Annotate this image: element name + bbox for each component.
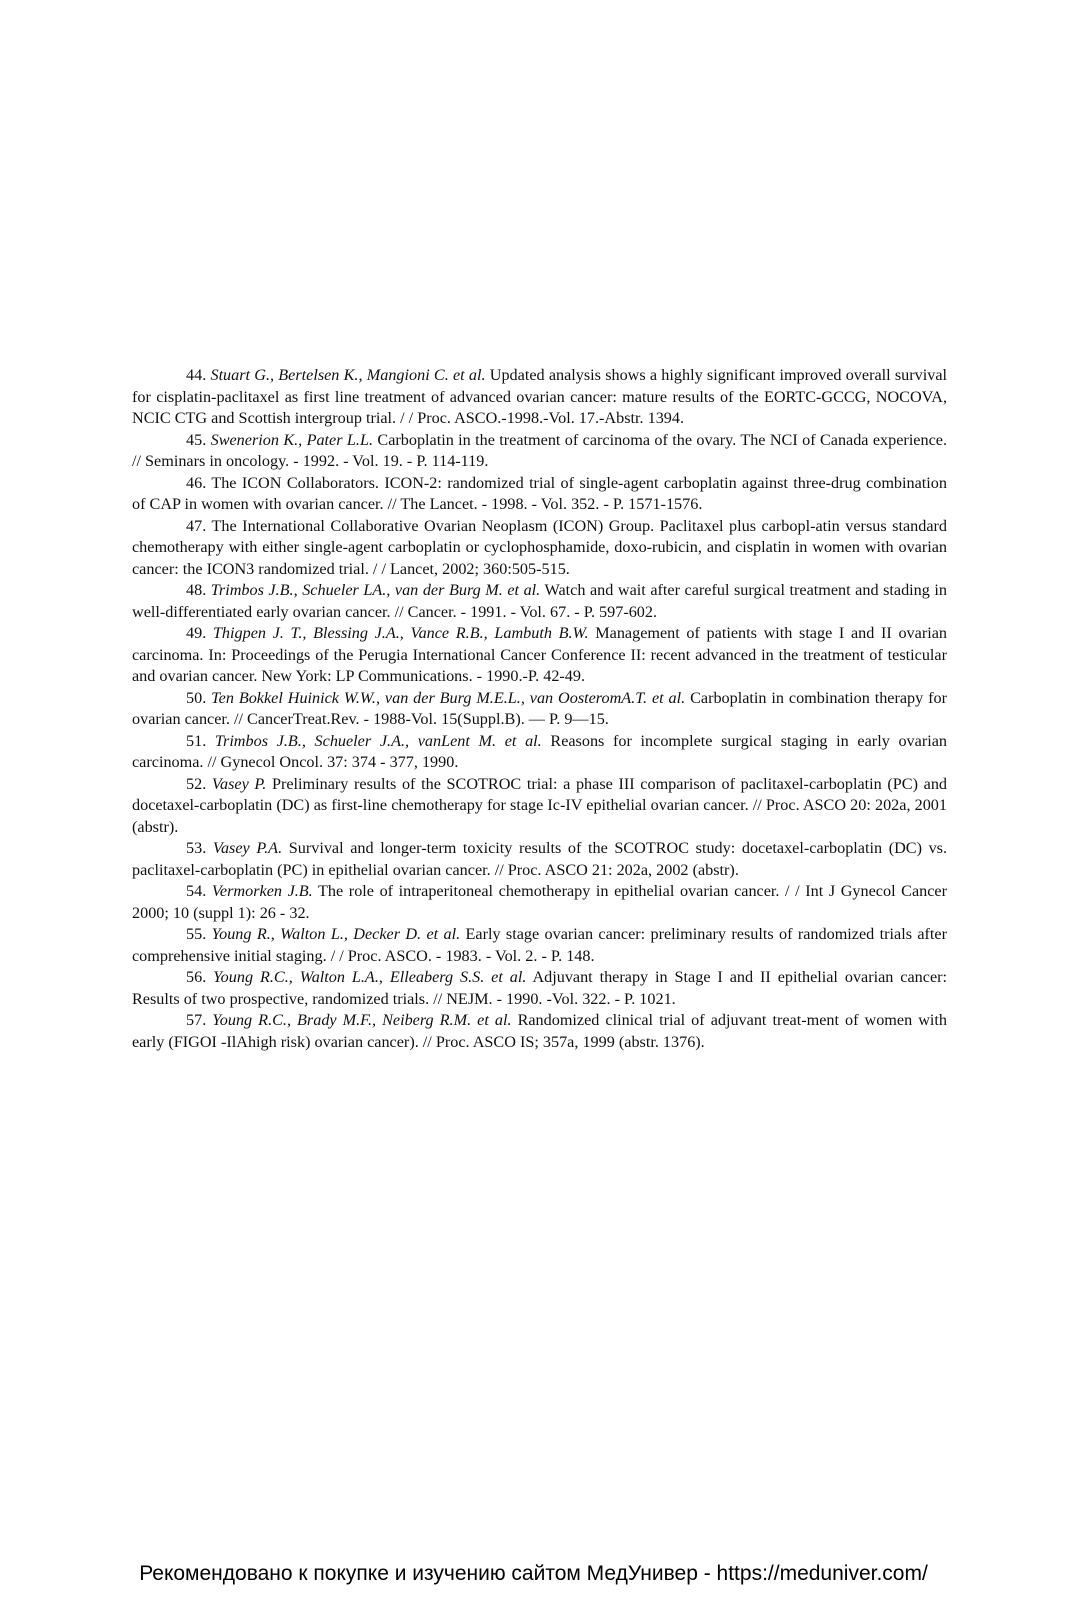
ref-authors: Trimbos J.B., Schueler LA., van der Burg M. et al. [210, 581, 541, 599]
footer-recommendation: Рекомендовано к покупке и изучению сайтом МедУнивер - https://meduniver.com/ [139, 1562, 928, 1585]
ref-text: Updated analysis shows a highly significant improved overall survival for cisplatin-paclitaxel as first line treatment of advanced ovarian cancer: mature results of the EORTC-GCCG, NOCOVA, NCIC CTG and Scottish intergroup trial. / / Proc. ASCO.-1998.-Vol. 17.-Abstr. 1394. [132, 366, 948, 427]
ref-authors: Ten Bokkel Huinick W.W., van der Burg M.E.L., van OosteromA.T. et al. [211, 688, 686, 707]
ref-authors: Swenerion K., Pater L.L. [210, 430, 374, 449]
ref-authors: Vermorken J.B. [211, 882, 313, 900]
ref-authors: Young R.C., Walton L.A., Elleaberg S.S. et al. [213, 968, 527, 986]
ref-text: Carboplatin in combination therapy for ovarian cancer. // CancerTreat.Rev. - 1988-Vol. 15(Suppl.B). — P. 9—15. [132, 688, 948, 728]
reference-item [132, 580, 947, 623]
ref-text: Randomized clinical trial of adjuvant treat-ment of women with early (FIGOI -IlAhigh risk) ovarian cancer). // Proc. ASCO IS; 357a, 1999 (abstr. 1376). [132, 1011, 947, 1051]
ref-number: 56. [186, 968, 207, 986]
ref-authors: Young R.C., Brady M.F., Neiberg R.M. et al. [212, 1011, 512, 1029]
reference-item [132, 731, 947, 774]
ref-number: 49. [186, 624, 207, 642]
ref-text: Management of patients with stage I and II ovarian carcinoma. In: Proceedings of the Perugia International Cancer Conference II: recent advanced in the treatment of testicular and ovarian cancer. New York: LP Communications. - 1990.-P. 42-49. [132, 624, 948, 685]
reference-item [132, 430, 947, 473]
ref-authors: Vasey P.A. [212, 839, 283, 857]
reference-item [132, 838, 947, 881]
ref-text: Reasons for incomplete surgical staging in early ovarian carcinoma. // Gynecol Oncol. 37: 374 - 377, 1990. [132, 731, 947, 771]
reference-item [132, 924, 947, 967]
ref-text: Watch and wait after careful surgical treatment and stading in well-differentiated early ovarian cancer. // Cancer. - 1991. - Vol. 67. - P. 597-602. [132, 581, 947, 621]
ref-number: 52. [186, 774, 207, 793]
ref-text: The role of intraperitoneal chemotherapy in epithelial ovarian cancer. / / Int J Gynecol Cancer 2000; 10 (suppl 1): 26 - 32. [132, 882, 947, 922]
ref-number: 47. [186, 516, 207, 535]
ref-text: Early stage ovarian cancer: preliminary results of randomized trials after comprehensive initial staging. / / Proc. ASCO. - 1983. - Vol. 2. - P. 148. [132, 925, 947, 965]
reference-item [132, 881, 947, 924]
reference-item [132, 365, 947, 430]
ref-number: 51. [186, 731, 207, 750]
reference-item [132, 516, 947, 581]
ref-text: Survival and longer-term toxicity results of the SCOTROC study: docetaxel-carboplatin (DC) vs. paclitaxel-carboplatin (PC) in epithelial ovarian cancer. // Proc. ASCO 21: 202a, 2002 (abstr). [132, 839, 948, 879]
ref-text: The International Collaborative Ovarian Neoplasm (ICON) Group. Paclitaxel plus carbopl-atin versus standard chemotherapy with either single-agent carboplatin or cyclophosphamide, doxo-rubicin, and cisplatin in women with ovarian cancer: the ICON3 randomized trial. / / Lancet, 2002; 360:505-515. [132, 516, 947, 578]
ref-authors: Young R., Walton L., Decker D. et al. [211, 925, 461, 943]
ref-number: 44. [186, 366, 207, 384]
ref-authors: Vasey P. [211, 774, 267, 793]
ref-number: 57. [186, 1011, 207, 1029]
reference-item [132, 774, 947, 839]
ref-text: The ICON Collaborators. ICON-2: randomized trial of single-agent carboplatin against three-drug combination of CAP in women with ovarian cancer. // The Lancet. - 1998. - Vol. 352. - P. 1571-1576. [132, 473, 947, 513]
ref-number: 48. [186, 581, 207, 599]
ref-authors: Stuart G., Bertelsen K., Mangioni C. et al. [210, 366, 486, 384]
ref-authors: Thigpen J. T., Blessing J.A., Vance R.B., Lambuth B.W. [212, 624, 589, 642]
ref-text: Adjuvant therapy in Stage I and II epithelial ovarian cancer: Results of two prospective, randomized trials. // NEJM. - 1990. -Vol. 322. - P. 1021. [132, 968, 948, 1008]
reference-item [132, 623, 947, 688]
reference-item [132, 688, 947, 731]
ref-number: 55. [186, 925, 207, 943]
ref-text: Carboplatin in the treatment of carcinoma of the ovary. The NCI of Canada experience. // Seminars in oncology. - 1992. - Vol. 19. - P. 114-119. [132, 430, 948, 470]
ref-number: 54. [186, 882, 207, 900]
ref-number: 53. [186, 839, 207, 857]
reference-item [132, 967, 947, 1010]
ref-text: Preliminary results of the SCOTROC trial: a phase III comparison of paclitaxel-carboplatin (PC) and docetaxel-carboplatin (DC) as first-line chemotherapy for stage Ic-IV epithelial ovarian cancer. // Proc. ASCO 20: 202a, 2001 (abstr). [132, 774, 948, 836]
ref-number: 45. [186, 430, 207, 449]
reference-list [132, 365, 947, 1053]
reference-item [132, 473, 947, 516]
ref-authors: Trimbos J.B., Schueler J.A., vanLent M. et al. [214, 731, 542, 750]
ref-number: 46. [186, 473, 207, 492]
reference-item [132, 1010, 947, 1053]
ref-number: 50. [186, 688, 207, 707]
